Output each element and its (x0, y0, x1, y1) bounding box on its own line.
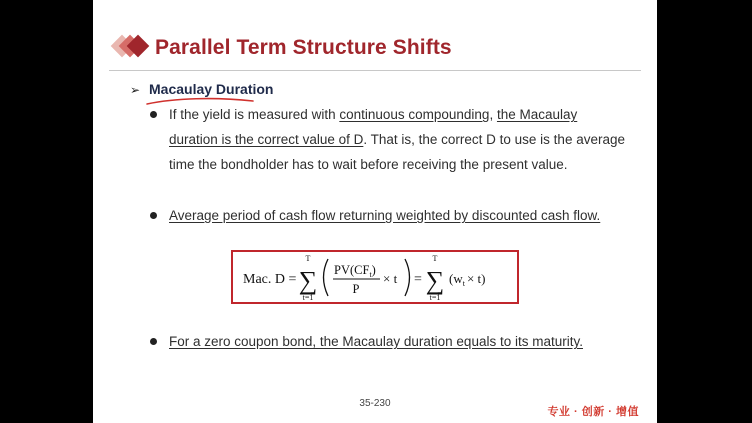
formula-times-t: × t (383, 271, 398, 286)
bullet-dot-icon (150, 212, 157, 219)
formula-lhs: Mac. D = (243, 272, 297, 287)
section-heading: Macaulay Duration (149, 81, 274, 97)
brand-slogan: 专业 · 创新 · 增值 (547, 406, 639, 418)
page-number: 35-230 (359, 398, 391, 409)
formula-denominator: P (352, 282, 360, 296)
bullet-dot-icon (150, 338, 157, 345)
macaulay-correct-value-text: the Macaulay duration is the correct value of D (169, 107, 578, 147)
arrow-bullet-icon: ➢ (130, 83, 141, 97)
sum-upper-limit: T (305, 254, 311, 263)
sum-lower-limit-2: t=1 (429, 293, 441, 302)
bullet-2-text: Average period of cash flow returning weighted by discounted cash flow. (169, 208, 601, 223)
right-paren (405, 259, 410, 296)
sigma-icon: ∑ (425, 266, 445, 295)
macaulay-duration-formula (233, 252, 517, 302)
title-divider (109, 70, 641, 71)
formula-box (231, 250, 519, 304)
bullet-3-text: For a zero coupon bond, the Macaulay duration equals to its maturity. (169, 334, 583, 349)
formula-equals: = (414, 272, 422, 287)
bullet-1-sep: , (489, 107, 497, 122)
bullet-1-part2: . That is, the correct D to use is the average time the bondholder has to wait before receiving the present value. (169, 132, 625, 172)
diamond-logo-icon (105, 34, 151, 60)
sum-lower-limit: t=1 (302, 293, 314, 302)
sum-upper-limit-2: T (432, 254, 438, 263)
left-paren (324, 259, 329, 296)
sigma-icon: ∑ (298, 266, 318, 295)
bullet-1-part1: If the yield is measured with (169, 107, 340, 122)
slide-title: Parallel Term Structure Shifts (155, 36, 452, 59)
presentation-slide (93, 0, 657, 423)
formula-numerator: $PV(CF_t)$ (334, 263, 376, 279)
bullet-1-text (169, 102, 629, 177)
continuous-compounding-text: continuous compounding (339, 107, 490, 122)
bullet-dot-icon (150, 111, 157, 118)
formula-weight-term: $(w_t \times t)$ (449, 271, 486, 288)
